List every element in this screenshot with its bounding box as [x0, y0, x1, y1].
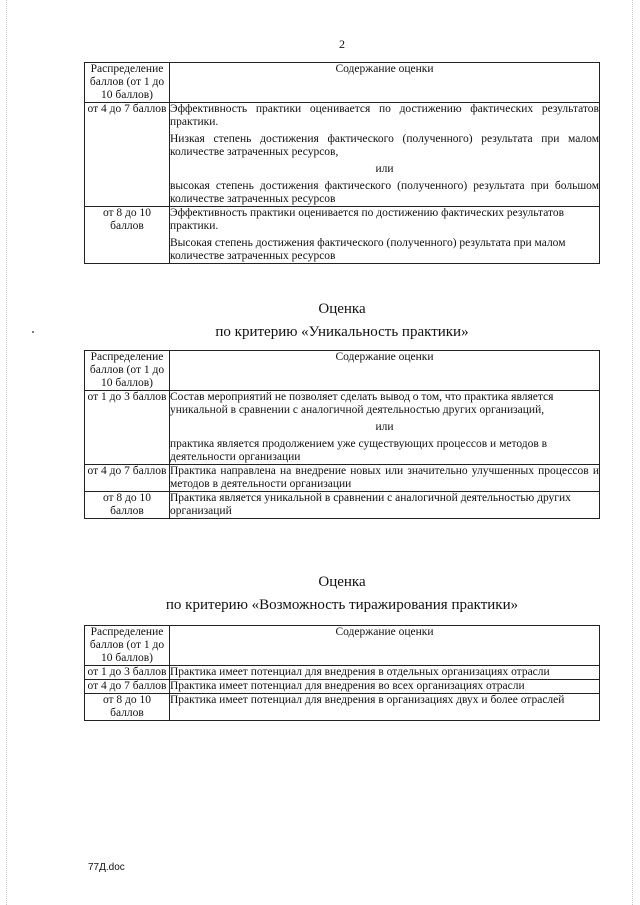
content-paragraph: высокая степень достижения фактического (полученного) результата при большом количестве затраченных ресурсов — [170, 180, 599, 205]
score-range: от 1 до 3 баллов — [85, 391, 170, 465]
content-paragraph: Эффективность практики оценивается по достижению фактических результатов практики. — [170, 103, 599, 128]
score-column-header: Распределение баллов (от 1 до 10 баллов) — [85, 626, 170, 666]
score-range: от 1 до 3 баллов — [85, 666, 170, 680]
or-separator: или — [375, 163, 394, 175]
scan-edge-right — [632, 0, 634, 905]
evaluation-content — [170, 391, 600, 465]
evaluation-content — [170, 207, 600, 264]
table-row — [85, 207, 600, 264]
table-row — [85, 465, 600, 492]
table-row — [85, 680, 600, 694]
section-subtitle: по критерию «Возможность тиражирования практики» — [165, 597, 519, 613]
evaluation-content: Практика имеет потенциал для внедрения в отдельных организациях отрасли — [170, 666, 600, 680]
table-row — [85, 391, 600, 465]
page-number: 2 — [339, 37, 345, 51]
table-header-row — [85, 351, 600, 391]
section-title: Оценка — [318, 574, 366, 590]
score-range: от 8 до 10 баллов — [85, 207, 170, 264]
evaluation-content: Практика имеет потенциал для внедрения в организациях двух и более отраслей — [170, 694, 600, 721]
scan-edge-left — [6, 0, 8, 905]
table-row — [85, 694, 600, 721]
score-range: от 8 до 10 баллов — [85, 492, 170, 519]
content-column-header: Содержание оценки — [170, 351, 600, 391]
score-range: от 4 до 7 баллов — [85, 680, 170, 694]
score-column-header: Распределение баллов (от 1 до 10 баллов) — [85, 63, 170, 103]
table-row — [85, 492, 600, 519]
content-paragraph: Состав мероприятий не позволяет сделать вывод о том, что практика является уникальной в сравнении с аналогичной деятельностью других организаций, — [170, 391, 554, 416]
content-paragraph: Высокая степень достижения фактического (полученного) результата при малом количестве затраченных ресурсов — [170, 237, 566, 262]
content-paragraph: Эффективность практики оценивается по достижению фактических результатов практики. — [170, 207, 565, 232]
score-column-header: Распределение баллов (от 1 до 10 баллов) — [85, 351, 170, 391]
table-header-row — [85, 63, 600, 103]
or-separator: или — [375, 421, 394, 433]
evaluation-content: Практика направлена на внедрение новых или значительно улучшенных процессов и методов в деятельности организации — [170, 465, 599, 490]
uniqueness-criteria-table — [84, 350, 600, 519]
content-column-header: Содержание оценки — [170, 626, 600, 666]
content-paragraph: Низкая степень достижения фактического (полученного) результата при малом количестве затраченных ресурсов, — [170, 133, 599, 158]
content-column-header: Содержание оценки — [170, 63, 600, 103]
efficiency-criteria-table — [84, 62, 600, 264]
section-title: Оценка — [318, 301, 366, 317]
section-subtitle: по критерию «Уникальность практики» — [215, 324, 469, 340]
evaluation-content: Практика является уникальной в сравнении с аналогичной деятельностью других организаций — [170, 492, 600, 519]
score-range: от 4 до 7 баллов — [85, 465, 170, 492]
document-filename: 77Д.doc — [88, 862, 125, 873]
table-row — [85, 666, 600, 680]
table-row — [85, 103, 600, 207]
evaluation-content — [170, 103, 600, 207]
table-header-row — [85, 626, 600, 666]
score-range: от 8 до 10 баллов — [85, 694, 170, 721]
replicability-criteria-table — [84, 625, 600, 721]
evaluation-content: Практика имеет потенциал для внедрения во всех организациях отрасли — [170, 680, 600, 694]
content-paragraph: практика является продолжением уже существующих процессов и методов в деятельности организации — [170, 438, 548, 463]
score-range: от 4 до 7 баллов — [85, 103, 170, 207]
